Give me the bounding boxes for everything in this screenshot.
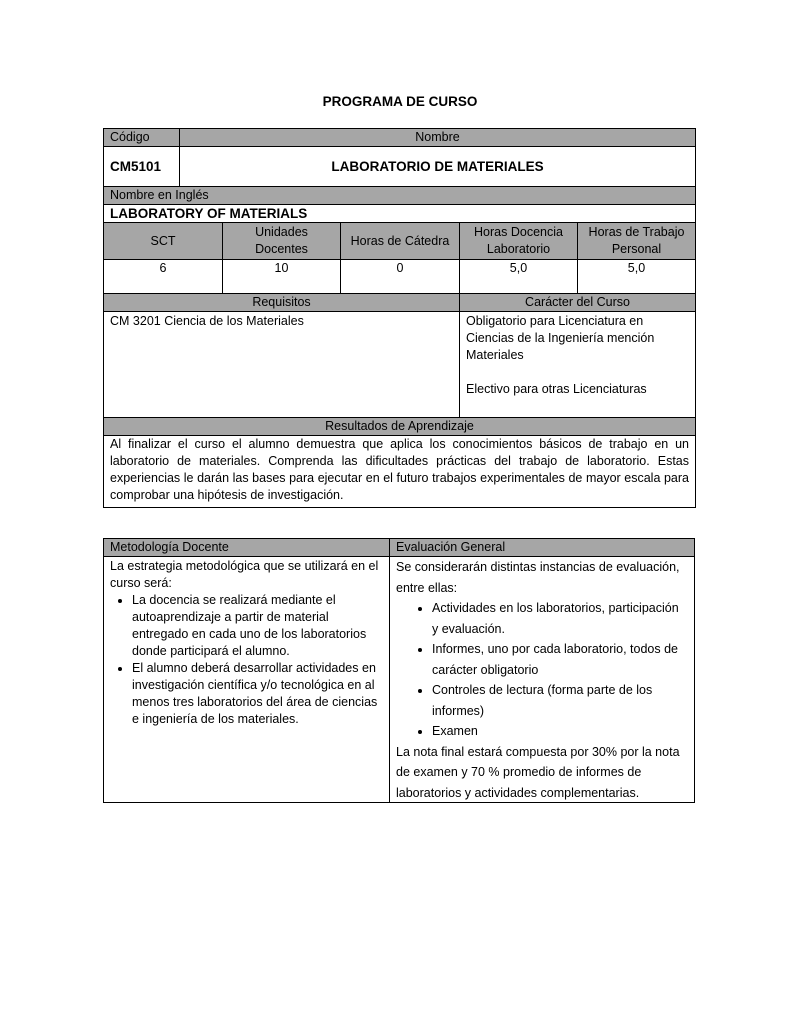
caracter-curso [459,311,696,418]
header-laboratorio: Horas Docencia Laboratorio [459,222,578,260]
evaluacion-label: Evaluación General [389,538,695,557]
metodologia-item: • La docencia se realizará mediante el autoaprendizaje a partir de material entregado en cada uno de los laboratorios donde participará el alumno. [132,592,383,660]
requisitos-label: Requisitos [103,293,460,312]
codigo-label: Código [103,128,180,147]
nombre-label: Nombre [179,128,696,147]
evaluacion-nota-final: La nota final estará compuesta por 30% por la nota de examen y 70 % promedio de informes de laboratorios y actividades complementarias. [396,744,680,800]
resultados-label: Resultados de Aprendizaje [103,417,696,436]
evaluacion-item: • Informes, uno por cada laboratorio, todos de carácter obligatorio [432,639,688,680]
english-name: LABORATORY OF MATERIALS [103,204,696,223]
metodologia-docente [103,556,390,803]
header-sct: SCT [103,222,223,260]
resultados-aprendizaje: Al finalizar el curso el alumno demuestra que aplica los conocimientos básicos de trabajo en un laboratorio de materiales. Comprenda las dificultades prácticas del trabajo de laboratorio. Estas experiencias le darán las bases para ejecutar en el futuro trabajos experimentales de mayor escala para comprobar una hipótesis de investigación. [103,435,696,508]
course-code: CM5101 [103,146,180,187]
metodologia-intro: La estrategia metodológica que se utilizará en el curso será: [110,559,379,590]
english-name-label: Nombre en Inglés [103,186,696,205]
caracter-electivo: Electivo para otras Licenciaturas [466,382,647,396]
evaluacion-intro: Se considerarán distintas instancias de evaluación, entre ellas: [396,560,680,595]
evaluacion-item: • Examen [432,721,688,742]
value-trabajo-personal: 5,0 [577,259,696,294]
caracter-label: Carácter del Curso [459,293,696,312]
header-unidades: Unidades Docentes [222,222,341,260]
caracter-obligatorio: Obligatorio para Licenciatura en Ciencias de la Ingeniería mención Materiales [466,314,655,362]
header-catedra: Horas de Cátedra [340,222,460,260]
evaluacion-item: • Controles de lectura (forma parte de los informes) [432,680,688,721]
evaluacion-general [389,556,695,803]
course-name: LABORATORIO DE MATERIALES [179,146,696,187]
requisitos: CM 3201 Ciencia de los Materiales [103,311,460,418]
evaluacion-item: • Actividades en los laboratorios, participación y evaluación. [432,598,688,639]
value-catedra: 0 [340,259,460,294]
header-trabajo-personal: Horas de Trabajo Personal [577,222,696,260]
value-laboratorio: 5,0 [459,259,578,294]
metodologia-label: Metodología Docente [103,538,390,557]
value-unidades: 10 [222,259,341,294]
metodologia-item: • El alumno deberá desarrollar actividades en investigación científica y/o tecnológica en al menos tres laboratorios del área de ciencias e ingeniería de los materiales. [132,660,383,728]
document-title: PROGRAMA DE CURSO [322,94,478,109]
value-sct: 6 [103,259,223,294]
